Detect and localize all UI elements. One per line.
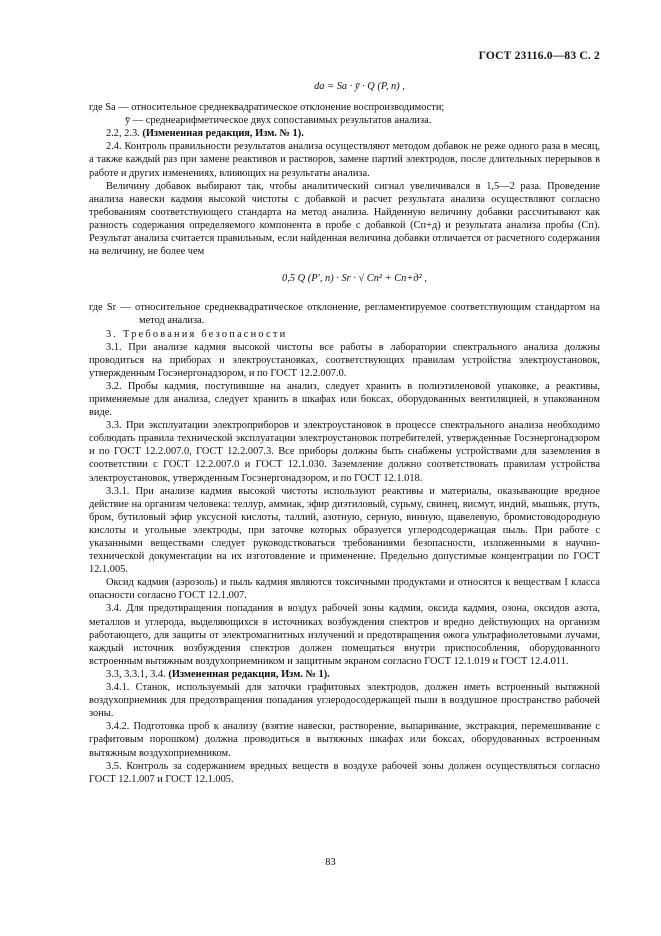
paragraph-2-4: 2.4. Контроль правильности результатов анализа осуществляют методом добавок не реже одного раза в месяц, а также каждый раз при замене реактивов и растворов, замене партий электродов, после длительных перерывов в работе и других изменениях, влияющих на результаты анализа. <box>89 141 600 179</box>
document-header: ГОСТ 23116.0—83 С. 2 <box>478 50 600 62</box>
formula-da: dа = Sа · ȳ · Q (P, n) , <box>314 81 405 92</box>
paragraph-3-5: 3.5. Контроль за содержанием вредных веществ в воздухе рабочей зоны должен осуществляться согласно ГОСТ 12.1.007 и ГОСТ 12.1.005. <box>89 760 600 785</box>
section-3-title: 3. Требования безопасности <box>106 328 288 340</box>
paragraph-3-1: 3.1. При анализе кадмия высокой чистоты все работы в лаборатории спектрального анализа должны проводиться на приборах и электроустановках, соответствующих правилам устройства электроустановок, утвержденным Госэнергонадзором, и по ГОСТ 12.2.007.0. <box>89 341 600 379</box>
definition-sr: где Sr — относительное среднеквадратическое отклонение, регламентируемое соответствующим стандартом на метод анализа. <box>89 302 600 327</box>
paragraph-3-3: 3.3. При эксплуатации электроприборов и электроустановок в процессе спектрального анализа необходимо соблюдать правила технической эксплуатации электроустановок потребителей, утвержденные Госэнергонадзором и по ГОСТ 12.2.007.0, ГОСТ 12.2.007.3. Все приборы должны быть снабжены устройствами для заземления в соответствии с ГОСТ 12.2.007.0 и ГОСТ 12.1.030. Заземление должно соответствовать правилам устройства электроустановок, утвержденным Госэнергонадзором, и по ГОСТ 12.1.018. <box>89 420 600 484</box>
paragraph-3-2: 3.2. Пробы кадмия, поступившие на анализ, следует хранить в полиэтиленовой упаковке, а реактивы, применяемые для анализа, следует хранить в шкафах или боксах, оборудованных вентиляцией, в упакованном виде. <box>89 380 600 419</box>
paragraph-3-4-2: 3.4.2. Подготовка проб к анализу (взятие навески, растворение, выпаривание, экстракция, перемешивание с графитовым порошком) должна проводиться в вытяжных шкафах или боксах, оборудованных встроенным вытяжным воздухоприемником. <box>89 721 600 759</box>
amendment-3-3-note: (Измененная редакция, Изм. № 1). <box>168 668 330 680</box>
paragraph-3-3-1-cadmium-oxide: Оксид кадмия (аэрозоль) и пыль кадмия являются токсичными продуктами и относятся к веществам I класса опасности согласно ГОСТ 12.1.007. <box>89 577 600 602</box>
definition-y: ȳ — среднеарифметическое двух сопоставимых результатов анализа. <box>125 115 432 127</box>
definition-sa: где Sа — относительное среднеквадратическое отклонение воспроизводимости; <box>89 102 445 114</box>
paragraph-3-4: 3.4. Для предотвращения попадания в воздух рабочей зоны кадмия, оксида кадмия, озона, оксидов азота, металлов и углерода, выделяющихся в источниках возбуждения спектров и вредно действующих на организм работающего, для защиты от электромагнитных излучений и предотвращения ожога ультрафиолетовыми лучами, каждый источник возбуждения спектров должен помещаться внутри приспособления, оборудованного встроенным вытяжным воздухоприемником и защитным экраном согласно ГОСТ 12.1.019 и ГОСТ 12.4.011. <box>89 603 600 667</box>
amendment-3-3-clauses: 3.3, 3.3.1, 3.4. <box>106 668 166 680</box>
amendment-2-2-note: (Измененная редакция, Изм. № 1). <box>142 128 304 140</box>
amendment-2-2 <box>89 127 600 140</box>
amendment-3-3 <box>89 668 600 681</box>
paragraph-3-3-1: 3.3.1. При анализе кадмия высокой чистоты используют реактивы и материалы, оказывающие вредное действие на организм человека: теллур, аммиак, эфир диэтиловый, сурьму, свинец, висмут, индий, мышьяк, ртуть, бром, бутиловый эфир уксусной кислоты, таллий, азотную, серную, винную, щавелевую, бромистоводородную кислоты и угольные электроды, при заточке которых образуется углеродсодержащая пыль. При работе с указанными веществами следует руководствоваться требованиями безопасности, изложенными в научно-технической документации на их изготовление и применение. Предельно допустимые концентрации по ГОСТ 12.1.005. <box>89 485 600 576</box>
amendment-2-2-clauses: 2.2, 2.3. <box>106 128 140 140</box>
formula-tolerance: 0,5 Q (P′, n) · Sr · √ Сп² + Сп+д² , <box>282 273 427 285</box>
page-number: 83 <box>325 857 336 868</box>
paragraph-3-4-1: 3.4.1. Станок, используемый для заточки графитовых электродов, должен иметь встроенный вытяжной воздухоприемник для предотвращения попадания углеродосодержащей пыли в воздушное пространство рабочей зоны. <box>89 682 600 720</box>
paragraph-2-4-additions: Величину добавок выбирают так, чтобы аналитический сигнал увеличивался в 1,5—2 раза. Проведение анализа навески кадмия высокой чистоты с добавкой и расчет результата анализа осуществляют согласно требованиям соответствующего стандарта на метод анализа. Найденную величину добавки рассчитывают как разность содержания определяемого компонента в пробе с добавкой (Сп+д) и результата анализа пробы (Сп). Результат анализа считается правильным, если найденная величина добавки отличается от расчетного содержания на величину, не более чем <box>89 180 600 258</box>
page-body <box>89 58 600 786</box>
